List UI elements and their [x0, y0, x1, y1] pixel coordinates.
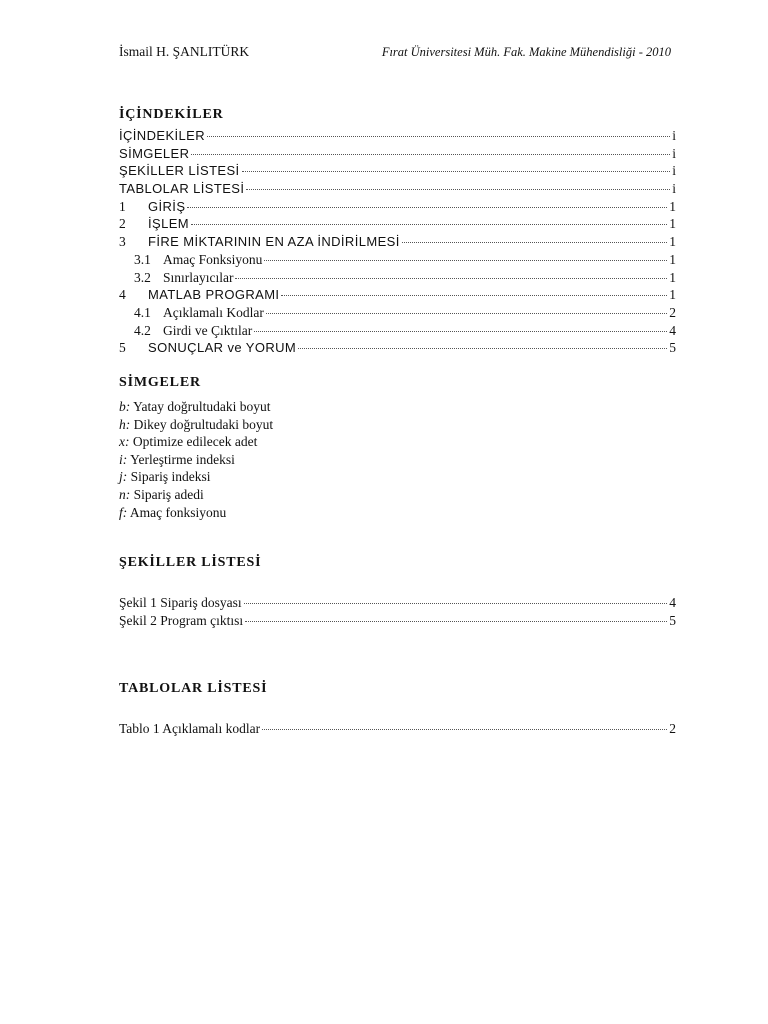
figure-entry[interactable] [119, 594, 676, 612]
symbol-item [119, 504, 273, 522]
toc-entry-number: 2 [119, 216, 126, 232]
toc-entry-title: MATLAB PROGRAMI [148, 287, 280, 303]
toc-entry-title: İÇİNDEKİLER [119, 128, 206, 143]
dot-leader [246, 189, 670, 190]
symbol-description: Optimize edilecek adet [129, 434, 258, 450]
figure-entry-page: 4 [669, 595, 676, 610]
symbol-item [119, 433, 273, 451]
toc-entry-page: 1 [669, 198, 676, 214]
dot-leader [235, 278, 667, 279]
symbol-variable: j: [119, 469, 128, 485]
table-entry-title: Tablo 1 Açıklamalı kodlar [119, 721, 261, 736]
toc-entry-page: 4 [669, 322, 676, 338]
symbol-item [119, 398, 273, 416]
toc-entry-page: 1 [669, 251, 676, 267]
toc-entry[interactable] [119, 145, 676, 163]
toc-entry-page: 5 [669, 340, 676, 356]
symbol-item [119, 451, 273, 469]
header-institution: Fırat Üniversitesi Müh. Fak. Makine Mühendisliği - 2010 [381, 45, 671, 59]
toc-entry-page: 1 [669, 216, 676, 232]
toc-entry[interactable] [119, 198, 676, 216]
symbol-variable: x: [119, 434, 130, 450]
toc-entry-page: i [672, 145, 676, 161]
toc-entry[interactable] [119, 304, 676, 322]
dot-leader [298, 348, 667, 349]
toc-entry-title: FİRE MİKTARININ EN AZA İNDİRİLMESİ [148, 234, 400, 250]
toc-entry[interactable] [119, 339, 676, 357]
header-author: İsmail H. ŞANLITÜRK [119, 44, 250, 59]
symbol-variable: i: [119, 451, 128, 467]
dot-leader [264, 260, 667, 261]
symbol-variable: h: [119, 416, 131, 432]
symbol-item [119, 416, 273, 434]
dot-leader [242, 171, 671, 172]
toc-entry-number: 4 [119, 287, 126, 303]
toc-entry-number: 4.2 [134, 322, 151, 338]
toc-entry[interactable] [119, 215, 676, 233]
toc-entry-title: Açıklamalı Kodlar [163, 304, 264, 320]
figures-heading: ŞEKİLLER LİSTESİ [119, 555, 262, 570]
toc-entry-title: İŞLEM [148, 216, 190, 232]
figure-entry[interactable] [119, 612, 676, 630]
toc-entry[interactable] [119, 251, 676, 269]
toc-entry[interactable] [119, 322, 676, 340]
symbols-list [119, 398, 273, 521]
table-entry[interactable] [119, 720, 676, 738]
toc-entry-title: SİMGELER [119, 145, 190, 161]
toc-entry-title: Sınırlayıcılar [163, 269, 234, 285]
figure-entry-title: Şekil 1 Sipariş dosyası [119, 595, 242, 610]
dot-leader [281, 295, 667, 296]
toc-entry-number: 3.2 [134, 269, 151, 285]
symbol-description: Amaç fonksiyonu [127, 504, 227, 520]
symbol-description: Sipariş adedi [130, 486, 204, 502]
dot-leader [254, 331, 667, 332]
tables-heading: TABLOLAR LİSTESİ [119, 681, 268, 696]
table-of-contents [119, 127, 676, 357]
toc-entry[interactable] [119, 180, 676, 198]
figure-entry-page: 5 [669, 613, 676, 628]
symbol-variable: f: [119, 504, 128, 520]
toc-entry-title: Girdi ve Çıktılar [163, 322, 253, 338]
list-of-tables [119, 720, 676, 738]
list-of-figures [119, 594, 676, 630]
toc-entry-page: 1 [669, 269, 676, 285]
toc-entry-title: TABLOLAR LİSTESİ [119, 181, 245, 197]
symbol-item [119, 468, 273, 486]
symbol-variable: n: [119, 486, 131, 502]
toc-entry-number: 1 [119, 198, 126, 214]
dot-leader [245, 621, 667, 622]
symbol-variable: b: [119, 399, 131, 414]
toc-entry[interactable] [119, 233, 676, 251]
symbol-description: Dikey doğrultudaki boyut [130, 416, 274, 432]
dot-leader [262, 729, 667, 730]
toc-entry-number: 3 [119, 234, 126, 250]
toc-entry-page: 1 [669, 234, 676, 250]
toc-entry-title: Amaç Fonksiyonu [163, 251, 263, 267]
symbol-description: Yerleştirme indeksi [127, 451, 235, 467]
toc-entry-number: 3.1 [134, 251, 151, 267]
dot-leader [187, 207, 667, 208]
symbol-item [119, 486, 273, 504]
toc-entry-page: i [672, 181, 676, 197]
toc-entry-title: GİRİŞ [148, 198, 186, 214]
dot-leader [244, 603, 668, 604]
toc-entry[interactable] [119, 286, 676, 304]
toc-entry-number: 4.1 [134, 304, 151, 320]
toc-entry-page: 2 [669, 304, 676, 320]
symbol-description: Sipariş indeksi [127, 469, 211, 485]
toc-heading: İÇİNDEKİLER [119, 107, 224, 122]
toc-entry-title: SONUÇLAR ve YORUM [148, 340, 297, 356]
dot-leader [191, 154, 670, 155]
dot-leader [207, 136, 670, 137]
symbols-heading: SİMGELER [119, 375, 201, 390]
dot-leader [402, 242, 668, 243]
toc-entry[interactable] [119, 269, 676, 287]
toc-entry-number: 5 [119, 340, 126, 356]
toc-entry-page: i [672, 163, 676, 179]
dot-leader [266, 313, 667, 314]
dot-leader [191, 224, 667, 225]
table-entry-page: 2 [669, 721, 676, 736]
toc-entry-page: 1 [669, 287, 676, 303]
figure-entry-title: Şekil 2 Program çıktısı [119, 613, 244, 628]
symbol-description: Yatay doğrultudaki boyut [130, 399, 271, 414]
toc-entry[interactable] [119, 127, 676, 145]
toc-entry[interactable] [119, 162, 676, 180]
toc-entry-page: i [672, 128, 676, 143]
toc-entry-title: ŞEKİLLER LİSTESİ [119, 163, 240, 179]
